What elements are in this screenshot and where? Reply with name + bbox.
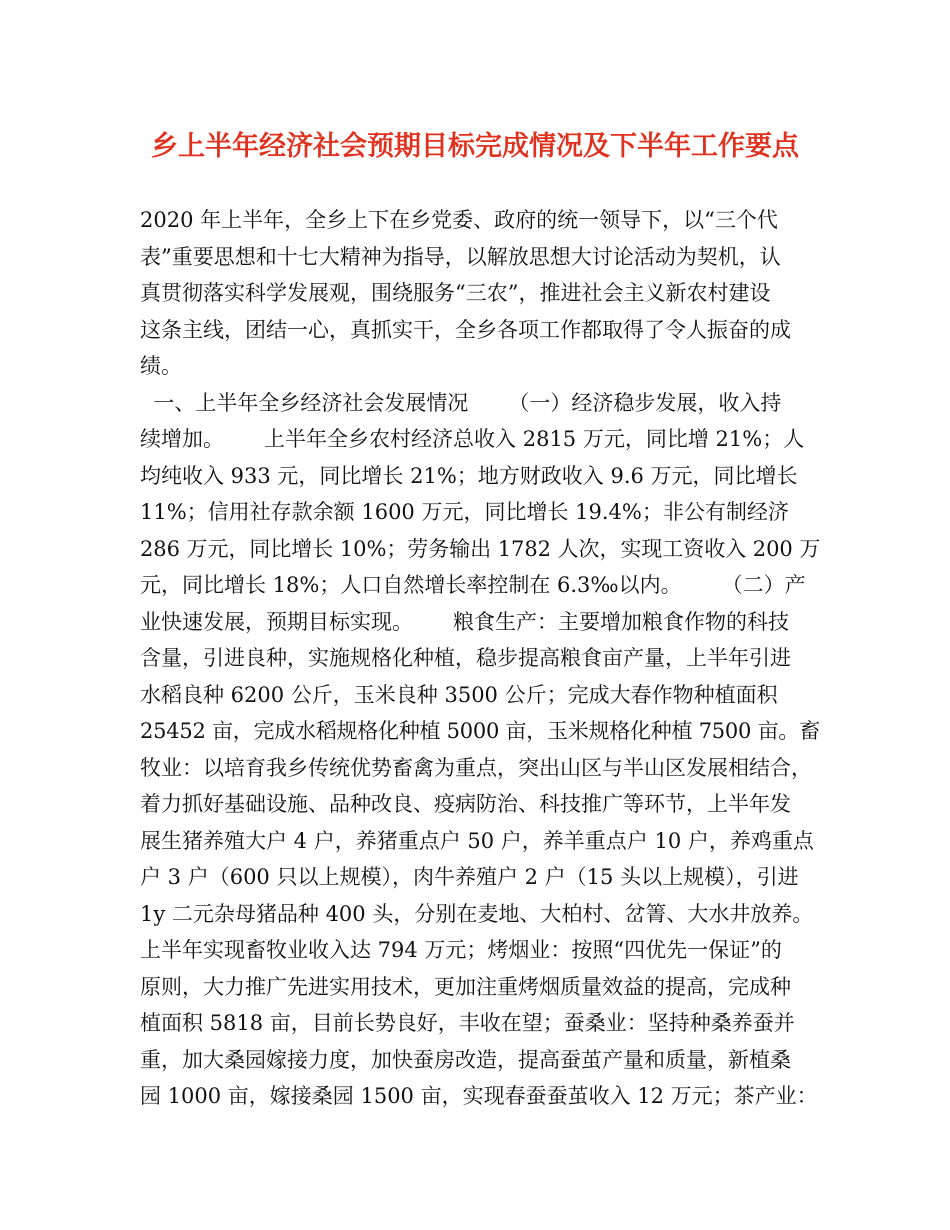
body-line: 水稻良种 6200 公斤，玉米良种 3500 公斤；完成大春作物种植面积: [140, 682, 778, 707]
body-line: 续增加。 上半年全乡农村经济总收入 2815 万元，同比增 21%；人: [140, 427, 805, 451]
body-line: 绩。: [140, 354, 182, 378]
document-title: 乡上半年经济社会预期目标完成情况及下半年工作要点: [151, 131, 799, 162]
body-line: 11%；信用社存款余额 1600 万元，同比增长 19.4%；非公有制经济: [140, 500, 789, 524]
body-line: 展生猪养殖大户 4 户，养猪重点户 50 户，养羊重点户 10 户，养鸡重点: [140, 828, 814, 853]
body-line: 286 万元，同比增长 10%；劳务输出 1782 人次，实现工资收入 200 万: [140, 536, 821, 561]
body-line: 真贯彻落实科学发展观，围绕服务“三农”，推进社会主义新农村建设: [140, 281, 771, 305]
body-line: 一、上半年全乡经济社会发展情况 （一）经济稳步发展，收入持: [140, 390, 782, 415]
body-line: 元，同比增长 18%；人口自然增长率控制在 6.3‰以内。 （二）产: [140, 573, 806, 597]
body-line: 着力抓好基础设施、品种改良、疫病防治、科技推广等环节，上半年发: [140, 792, 791, 816]
body-line: 这条主线，团结一心，真抓实干，全乡各项工作都取得了令人振奋的成: [140, 317, 791, 342]
body-line: 园 1000 亩，嫁接桑园 1500 亩，实现春蚕蚕茧收入 12 万元；茶产业：: [140, 1084, 818, 1108]
body-line: 均纯收入 933 元，同比增长 21%；地方财政收入 9.6 万元，同比增长: [140, 463, 798, 488]
body-line: 重，加大桑园嫁接力度，加快蚕房改造，提高蚕茧产量和质量，新植桑: [140, 1047, 791, 1072]
body-line: 植面积 5818 亩，目前长势良好，丰收在望；蚕桑业：坚持种桑养蚕并: [140, 1011, 795, 1035]
body-line: 2020 年上半年，全乡上下在乡党委、政府的统一领导下，以“三个代: [140, 208, 778, 232]
body-line: 户 3 户（600 只以上规模），肉牛养殖户 2 户（15 头以上规模），引进: [140, 865, 799, 889]
body-line: 含量，引进良种，实施规格化种植，稳步提高粮食亩产量，上半年引进: [140, 646, 791, 670]
body-line: 表”重要思想和十七大精神为指导，以解放思想大讨论活动为契机，认: [140, 244, 781, 269]
body-line: 上半年实现畜牧业收入达 794 万元；烤烟业：按照“四优先一保证”的: [140, 938, 782, 962]
body-line: 业快速发展，预期目标实现。 粮食生产：主要增加粮食作物的科技: [140, 609, 790, 634]
document-body: [140, 202, 820, 1115]
body-line: 原则，大力推广先进实用技术，更加注重烤烟质量效益的提高，完成种: [140, 974, 791, 999]
body-line: 牧业：以培育我乡传统优势畜禽为重点，突出山区与半山区发展相结合，: [140, 755, 812, 780]
body-line: 25452 亩，完成水稻规格化种植 5000 亩，玉米规格化种植 7500 亩。畜: [140, 719, 820, 743]
body-line: 1y 二元杂母猪品种 400 头，分别在麦地、大柏村、岔箐、大水井放养。: [140, 901, 814, 926]
